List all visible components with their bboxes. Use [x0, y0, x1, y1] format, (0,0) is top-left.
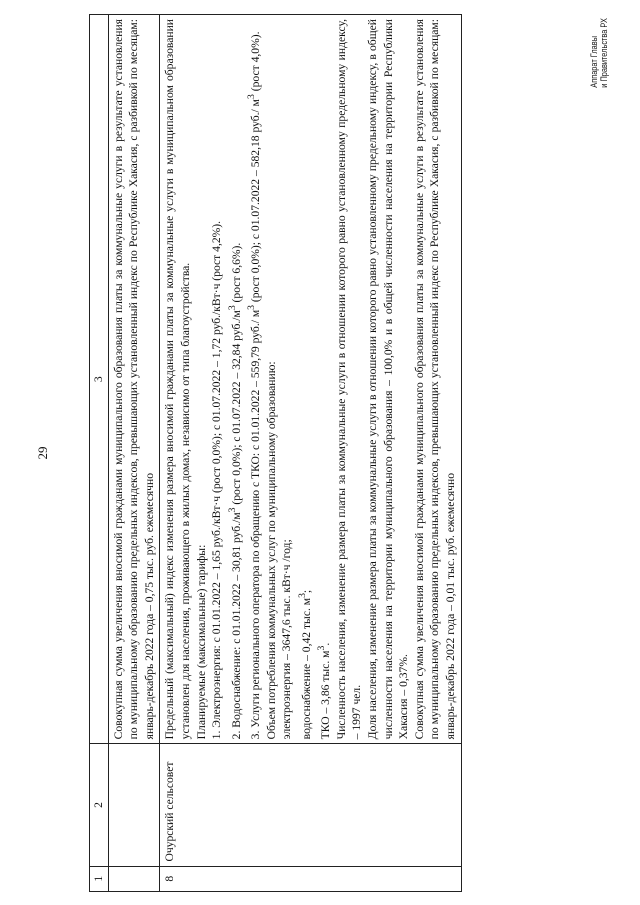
waste-volume-text: ТКО – 3,86 тыс. м: [319, 650, 333, 739]
rotated-content: [11, 12, 629, 894]
continuation-row: [108, 14, 160, 891]
table-row: [160, 14, 461, 891]
header-cell-3: 3: [90, 14, 109, 743]
paragraph-population: Численность населения, изменение размера платы за коммунальные услуги в отношении которого равно установленному предельному индексу, – 1997 чел.: [334, 18, 364, 739]
paragraph-population-share: Доля населения, изменение размера платы за коммунальные услуги в отношении которого равно установленному предельному индексу, в общей численности населения на территории муниципального образования – 100,0% и в общей численности населения на территории Республики Хакасия – 0,37%.: [365, 18, 411, 739]
page-number: 29: [35, 446, 50, 459]
paragraph-water-volume: [295, 19, 314, 739]
superscript: 3: [226, 507, 238, 512]
row-municipality-name: Очурский сельсовет: [160, 743, 461, 865]
waste-text-c: (рост 4,0%).: [249, 30, 263, 94]
office-stamp: [589, 18, 609, 88]
paragraph-total-increase: Совокупная сумма увеличения вносимой гражданами муниципального образования платы за коммунальные услуги в результате установления по муниципальному образованию предельных индексов, превышающих установленный индекс по Республике Хакасия, с разбивкой по месяцам: январь-декабрь 2022 года – 0,01 тыс. руб. ежемесячно: [412, 18, 457, 739]
water-text-a: 2. Водоснабжение: с 01.01.2022 – 30,81 руб./м: [229, 511, 243, 739]
continuation-text: Совокупная сумма увеличения вносимой гражданами муниципального образования платы за коммунальные услуги в результате установления по муниципальному образованию предельных индексов, превышающих установленный индекс по Республике Хакасия, с разбивкой по месяцам: январь-декабрь 2022 года – 0,75 тыс. руб. ежемесячно: [108, 14, 160, 743]
waste-text-b: (рост 0,0%); с 01.07.2022 – 582,18 руб./ м: [249, 98, 263, 305]
superscript: 3: [246, 93, 258, 99]
row-description: [160, 14, 461, 743]
row-number: 8: [160, 866, 461, 891]
water-volume-end: ;: [299, 589, 313, 593]
paragraph-waste-volume: [314, 19, 333, 739]
stamp-line-1: Аппарат Главы: [589, 35, 599, 88]
water-text-b: (рост 0,0%); с 01.07.2022 – 32,84 руб./м: [229, 309, 243, 507]
superscript: 3: [226, 304, 238, 310]
water-volume-text: водоснабжение – 0,42 тыс. м: [299, 597, 313, 739]
paragraph-index-info: Предельный (максимальный) индекс изменения размера вносимой гражданами платы за коммунальные услуги в муниципальном образовании установлен для населения, проживающего в жилых домах, независимо от типа благоустройства.: [163, 18, 192, 739]
paragraph-tariffs-heading: Планируемые (максимальные) тарифы:: [194, 544, 208, 739]
superscript: 3: [316, 645, 328, 650]
superscript: 3: [296, 592, 308, 598]
stamp-line-2: и Правительства РХ: [599, 17, 609, 88]
header-cell-2: 2: [90, 743, 109, 865]
water-text-c: (рост 6,6%).: [229, 242, 243, 305]
paragraph-electricity: 1. Электроэнергия: с 01.01.2022 – 1,65 руб./кВт·ч (рост 0,0%); с 01.07.2022 – 1,72 руб./кВт·ч (рост 4,2%).: [210, 220, 224, 739]
header-cell-1: 1: [90, 866, 109, 891]
paragraph-waste: [244, 19, 263, 739]
continuation-cell-name: [108, 743, 160, 865]
paragraph-consumption-heading: Объем потребления коммунальных услуг по муниципальному образованию:: [264, 360, 278, 739]
tariff-table: [89, 14, 462, 892]
paragraph-electricity-volume: электроэнергия – 3647,6 тыс. кВт·ч /год;: [280, 538, 294, 739]
superscript: 3: [246, 304, 258, 310]
continuation-cell-number: [108, 866, 160, 891]
waste-text-a: 3. Услуги регионального оператора по обращению с ТКО: с 01.01.2022 – 559,79 руб./ м: [249, 309, 263, 739]
paragraph-water: [225, 19, 244, 739]
waste-volume-end: .: [319, 642, 333, 646]
header-row: [90, 14, 109, 891]
